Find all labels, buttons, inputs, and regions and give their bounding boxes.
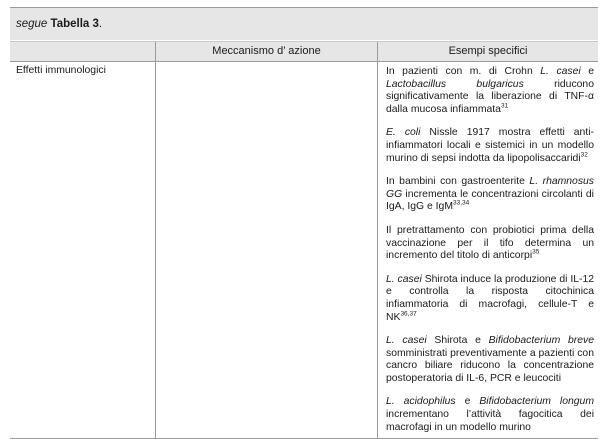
species-name: L. casei	[386, 273, 422, 285]
text-run: incrementa le concentrazioni circolanti di IgA, IgG e IgM	[386, 188, 594, 213]
species-name: L. casei	[540, 66, 581, 77]
text-run: In pazienti con m. di Crohn	[386, 66, 541, 77]
text-run: Shirota induce la produzione di IL-12 e controlla la risposta citochinica infiammatoria di macrofagi, cellule-T e NK	[386, 273, 595, 323]
species-name: L. rhamnosus GG	[386, 176, 595, 200]
example-entry	[386, 274, 594, 324]
species-name: Bifidobacterium longum	[479, 396, 594, 408]
table-caption	[10, 8, 598, 41]
text-run: Shirota e	[426, 335, 489, 347]
example-entry	[386, 396, 594, 434]
row-mechanism	[155, 62, 377, 438]
reference-number: 33,34	[453, 199, 470, 207]
caption-title: Tabella 3	[50, 18, 99, 30]
reference-number: 32	[580, 151, 588, 159]
text-run: Il pretrattamento con probiotici prima della vaccinazione per il tifo determina un incremento del titolo di anticorpi	[386, 224, 594, 262]
species-name: Lactobacillus bulgaricus	[386, 78, 524, 90]
species-name: Bifidobacterium breve	[488, 335, 594, 347]
header-cell-examples: Esempi specifici	[377, 42, 598, 61]
text-run: e	[580, 66, 595, 77]
species-name: L. casei	[386, 335, 427, 347]
caption-suffix: .	[98, 18, 103, 30]
example-entry	[386, 66, 594, 116]
text-run: In bambini con gastroenterite	[386, 176, 530, 188]
table-row	[10, 62, 598, 438]
reference-number: 31	[500, 102, 509, 110]
table-header	[10, 41, 598, 62]
text-run: somministrati preventivamente a pazienti con cancro biliare riducono la concentrazione postoperatoria di IL-6, PCR e leucociti	[386, 347, 594, 384]
example-entry	[386, 176, 594, 214]
species-name: E. coli	[386, 127, 421, 139]
text-run: incrementano l’attività fagocitica dei macrofagi in un modello murino	[386, 409, 594, 433]
text-run: riducono significativamente la liberazione di TNF-α dalla mucosa infiammata	[386, 78, 594, 115]
example-entry	[386, 127, 594, 165]
example-entry	[386, 335, 594, 385]
row-examples	[377, 62, 598, 438]
row-label: Effetti immunologici	[16, 65, 106, 76]
species-name: L. acidophilus	[386, 396, 456, 408]
header-cell-mechanism: Meccanismo d’ azione	[155, 42, 377, 61]
example-entry	[386, 225, 594, 263]
reference-number: 35	[532, 248, 540, 256]
text-run: e	[455, 396, 480, 408]
reference-number: 36,37	[400, 310, 417, 318]
header-cell-label	[10, 42, 155, 61]
text-run: Nissle 1917 mostra effetti anti-infiammatori locali e sistemici in un modello murino di sepsi indotta da lipopolisaccaridi	[386, 127, 594, 164]
table-3	[10, 7, 598, 439]
caption-prefix: segue	[16, 18, 48, 30]
